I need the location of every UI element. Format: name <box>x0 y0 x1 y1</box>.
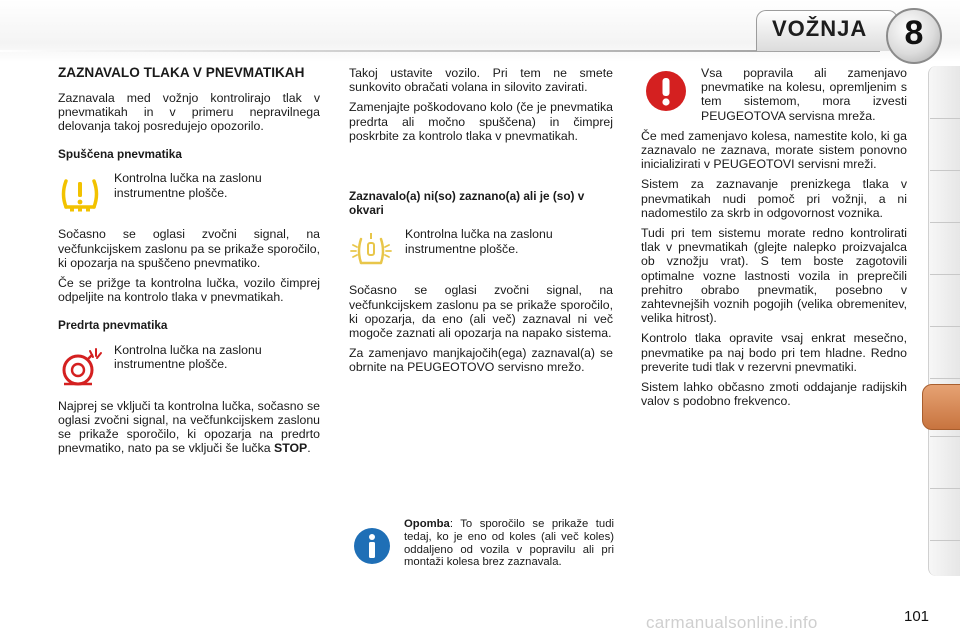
exclamation-warning-icon <box>643 68 689 114</box>
sensor-indicator-row <box>349 227 613 273</box>
sensor-paragraph-1: Sočasno se oglasi zvočni signal, na večfunkcijskem zaslonu pa se prikaže sporočilo, ki opozarja, da eno (ali več) zaznaval ni več mogoče zaznati ali opozarja na napako sistema. <box>349 283 613 341</box>
sensor-heading: Zaznavalo(a) ni(so) zaznano(a) ali je (so) v okvari <box>349 189 585 218</box>
middle-paragraph-2: Zamenjajte poškodovano kolo (če je pnevmatika predrta ali močno spuščena) in čimprej poskrbite za kontrolo tlaka v pnevmatikah. <box>349 100 613 143</box>
tyre-sensor-fault-icon <box>349 231 393 271</box>
stop-end: . <box>307 441 311 456</box>
right-paragraph-3: Tudi pri tem sistemu morate redno kontrolirati tlak v pnevmatikah (glejte nalepko proizvajalca ob vznožju vrat). S tem boste zagotovili optimalne vozne lastnosti vozila in preprečili prehitro obrabo pnevmatik, posebno v zahtevnejših voznih pogojih (velika obremenitev, velika hitrost). <box>641 226 907 326</box>
punctured-paragraph <box>58 399 320 456</box>
page-number: 101 <box>904 608 930 625</box>
deflated-paragraph-1: Sočasno se oglasi zvočni signal, na večfunkcijskem zaslonu pa se prikaže sporočilo, ki opozarja na spuščeno pnevmatiko. <box>58 227 320 270</box>
punctured-tyre-icon <box>58 347 104 387</box>
side-chapter-tab[interactable] <box>930 274 960 275</box>
punctured-indicator-text: Kontrolna lučka na zaslonu instrumentne plošče. <box>114 342 262 371</box>
header-line <box>0 50 880 52</box>
punctured-paragraph-text: Najprej se vključi ta kontrolna lučka, sočasno se oglasi zvočni signal, na večfunkcijskem zaslonu se prikaže sporočilo, ki opozarja na predrto pnevmatiko, nato pa se vključi še lučka <box>58 398 320 456</box>
info-icon <box>352 526 392 566</box>
sensor-paragraph-2: Za zamenjavo manjkajočih(ega) zaznaval(a) se obrnite na PEUGEOTOVO servisno mrežo. <box>349 346 613 375</box>
side-chapter-tab[interactable] <box>930 540 960 541</box>
deflated-heading: Spuščena pnevmatika <box>58 147 182 162</box>
side-chapter-tab[interactable] <box>930 436 960 437</box>
note-body: : To sporočilo se prikaže tudi tedaj, ko je eno od koles (ali več koles) oddaljeno od vozila v popravilu ali pri montaži kolesa brez zaznavala. <box>404 518 614 569</box>
side-chapter-tab[interactable] <box>930 488 960 489</box>
deflated-indicator-row <box>58 171 320 217</box>
chapter-title: VOŽNJA <box>772 16 868 41</box>
right-paragraph-4: Kontrolo tlaka opravite vsaj enkrat mesečno, pnevmatike pa naj bodo pri tem hladne. Redno preverite tudi tlak v rezervni pnevmatiki. <box>641 331 907 374</box>
sensor-indicator-text: Kontrolna lučka na zaslonu instrumentne plošče. <box>405 227 553 256</box>
column-right <box>641 66 907 414</box>
deflated-paragraph-2: Če se prižge ta kontrolna lučka, vozilo čimprej odpeljite na kontrolo tlaka v pnevmatikah. <box>58 275 320 305</box>
note-box <box>350 518 614 569</box>
punctured-heading: Predrta pnevmatika <box>58 318 168 333</box>
note-label: Opomba <box>404 518 450 530</box>
note-text <box>404 518 614 569</box>
chapter-number: 8 <box>904 14 924 52</box>
right-paragraph-2: Sistem za zaznavanje prenizkega tlaka v pnevmatikah nudi pomoč pri vožnji, a ni nadomestilo za skrb in odgovornost voznika. <box>641 177 907 220</box>
side-chapter-tab[interactable] <box>930 326 960 327</box>
column-left <box>58 66 320 461</box>
side-chapter-rail <box>928 66 960 576</box>
side-chapter-tab[interactable] <box>930 222 960 223</box>
watermark: carmanualsonline.info <box>646 613 818 632</box>
tyre-pressure-warning-icon <box>58 175 102 213</box>
deflated-indicator-text: Kontrolna lučka na zaslonu instrumentne plošče. <box>114 171 262 200</box>
side-chapter-tab[interactable] <box>930 378 960 379</box>
warning-paragraph: Vsa popravila ali zamenjavo pnevmatike na kolesu, opremljenim s tem sistemom, mora izvesti PEUGEOTOVA servisna mreža. <box>701 66 907 123</box>
intro-paragraph: Zaznavala med vožnjo kontrolirajo tlak v pnevmatikah in v primeru nepravilnega delovanja takoj posredujejo opozorilo. <box>58 90 320 133</box>
right-paragraph-5: Sistem lahko občasno zmoti oddajanje radijskih valov s podobno frekvenco. <box>641 380 907 409</box>
column-middle <box>349 66 613 381</box>
middle-paragraph-1: Takoj ustavite vozilo. Pri tem ne smete sunkovito obračati volana in silovito zavirati. <box>349 66 613 95</box>
right-paragraph-1: Če med zamenjavo kolesa, namestite kolo, ki ga zaznavalo ne zaznava, morate sistem ponovno inicializirati v PEUGEOTOVI servisni mreži. <box>641 128 907 172</box>
punctured-indicator-row <box>58 343 320 389</box>
side-chapter-tab-active[interactable] <box>922 384 960 430</box>
side-chapter-tab[interactable] <box>930 118 960 119</box>
side-chapter-tab[interactable] <box>930 170 960 171</box>
stop-word: STOP <box>274 441 308 456</box>
section-title: ZAZNAVALO TLAKA V PNEVMATIKAH <box>58 65 305 80</box>
